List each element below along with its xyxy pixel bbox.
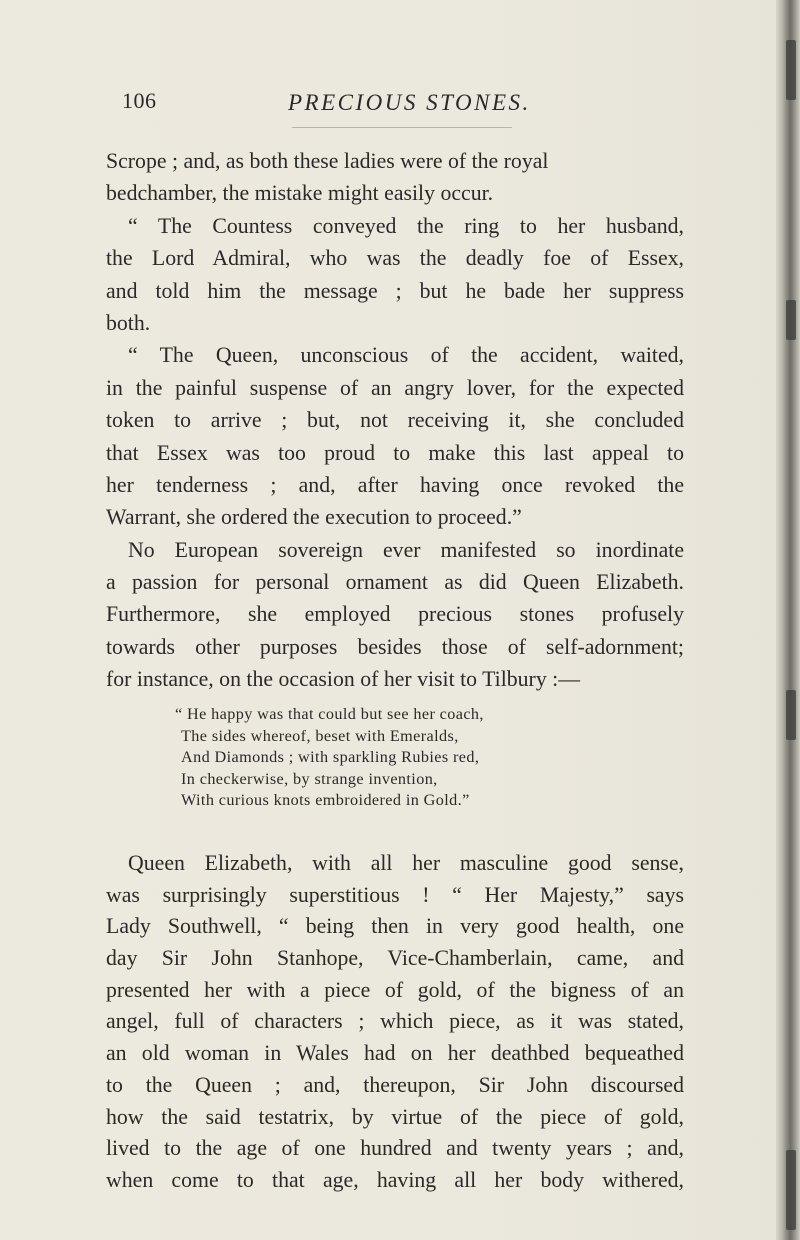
verse-line: With curious knots embroidered in Gold.”	[181, 791, 470, 810]
running-title: PRECIOUS STONES.	[288, 90, 531, 115]
verse-quotation	[175, 704, 655, 812]
text-line: bedchamber, the mistake might easily occur.	[106, 181, 494, 206]
text-line: presented her with a piece of gold, of the bigness of an	[106, 977, 684, 1002]
verse-line: The sides whereof, beset with Emeralds,	[181, 726, 459, 745]
paragraph-block-1	[106, 145, 684, 696]
page-edge-shadow	[776, 0, 800, 1240]
text-line: a passion for personal ornament as did Queen Elizabeth.	[106, 570, 684, 595]
edge-mark	[786, 690, 796, 740]
text-line: the Lord Admiral, who was the deadly foe of Essex,	[106, 246, 684, 271]
text-line: Furthermore, she employed precious stones profusely	[106, 602, 684, 627]
text-line: how the said testatrix, by virtue of the piece of gold,	[106, 1104, 684, 1129]
text-line: to the Queen ; and, thereupon, Sir John discoursed	[106, 1072, 684, 1097]
text-line: her tenderness ; and, after having once revoked the	[106, 472, 684, 497]
text-line: Warrant, she ordered the execution to proceed.”	[106, 505, 522, 530]
paragraph-block-2	[106, 848, 684, 1197]
text-line: an old woman in Wales had on her deathbed bequeathed	[106, 1041, 684, 1066]
text-line: day Sir John Stanhope, Vice-Chamberlain, came, and	[106, 946, 684, 971]
text-line: “ The Queen, unconscious of the accident, waited,	[128, 343, 684, 368]
text-line: towards other purposes besides those of self-adornment;	[106, 634, 684, 659]
text-line: angel, full of characters ; which piece, as it was stated,	[106, 1009, 684, 1034]
header-rule	[292, 127, 512, 128]
text-line: Queen Elizabeth, with all her masculine good sense,	[128, 851, 684, 875]
edge-mark	[786, 1150, 796, 1230]
text-line: Scrope ; and, as both these ladies were of the royal	[106, 149, 549, 173]
page-header	[0, 84, 800, 124]
text-line: for instance, on the occasion of her visit to Tilbury :—	[106, 667, 581, 692]
text-line: was surprisingly superstitious ! “ Her Majesty,” says	[106, 882, 684, 907]
verse-line: In checkerwise, by strange invention,	[181, 769, 438, 788]
text-line: both.	[106, 310, 151, 335]
text-line: in the painful suspense of an angry lover, for the expected	[106, 375, 684, 400]
edge-mark	[786, 40, 796, 100]
text-line: when come to that age, having all her body withered,	[106, 1167, 684, 1192]
text-line: that Essex was too proud to make this last appeal to	[106, 440, 684, 465]
text-line: Lady Southwell, “ being then in very good health, one	[106, 914, 684, 939]
text-line: and told him the message ; but he bade her suppress	[106, 278, 684, 303]
text-line: lived to the age of one hundred and twenty years ; and,	[106, 1136, 684, 1161]
text-line: No European sovereign ever manifested so inordinate	[128, 537, 684, 562]
edge-mark	[786, 300, 796, 340]
text-line: token to arrive ; but, not receiving it, she concluded	[106, 408, 684, 433]
verse-line: And Diamonds ; with sparkling Rubies red,	[181, 748, 480, 767]
text-line: “ The Countess conveyed the ring to her husband,	[128, 213, 684, 238]
page-number: 106	[122, 88, 157, 113]
verse-line: “ He happy was that could but see her coach,	[175, 705, 484, 723]
